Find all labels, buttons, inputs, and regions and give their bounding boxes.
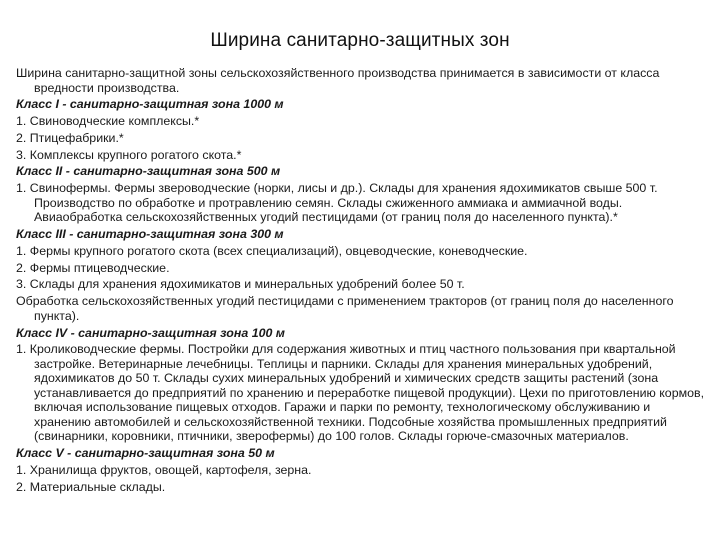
- class-heading: Класс V - санитарно-защитная зона 50 м: [16, 446, 275, 461]
- paragraph: Ширина санитарно-защитной зоны сельскохозяйственного производства принимается в зависимости от класса вредности производства.: [16, 66, 660, 95]
- paragraph: 1. Хранилища фруктов, овощей, картофеля, зерна.: [16, 462, 312, 477]
- paragraph: 1. Кролиководческие фермы. Постройки для содержания животных и птиц частного пользования при квартальной застройке. Ветеринарные лечебницы. Теплицы и парники. Склады для хранения минеральных удобрений, ядохимикатов до 50 т. Склады сухих минеральных удобрений и химических средств защиты растений (зона устанавливается до предприятий по хранению и переработке пищевой продукции). Цехи по приготовлению кормов, включая использование пищевых отходов. Гаражи и парки по ремонту, технологическому обслуживанию и хранению автомобилей и сельскохозяйственной техники. Подсобные хозяйства промышленных предприятий (свинарники, коровники, птичники, зверофермы) до 100 голов. Склады горюче-смазочных материалов.: [16, 342, 705, 444]
- page-title: Ширина санитарно-защитных зон: [210, 30, 510, 51]
- paragraph: 1. Свинофермы. Фермы звероводческие (норки, лисы и др.). Склады для хранения ядохимикатов свыше 500 т. Производство по обработке и протравлению семян. Склады сжиженного аммиака и аммиачной воды. Авиаобработка сельскохозяйственных угодий пестицидами (от границ поля до населенного пункта).*: [16, 181, 658, 225]
- class-heading: Класс IV - санитарно-защитная зона 100 м: [16, 325, 285, 340]
- paragraph: 2. Фермы птицеводческие.: [16, 260, 170, 275]
- class-heading: Класс II - санитарно-защитная зона 500 м: [16, 164, 281, 179]
- paragraph: Обработка сельскохозяйственных угодий пестицидами с применением тракторов (от границ поля до населенного пункта).: [16, 294, 674, 323]
- paragraph: 2. Птицефабрики.*: [16, 130, 124, 145]
- paragraph: 1. Фермы крупного рогатого скота (всех специализаций), овцеводческие, коневодческие.: [16, 243, 528, 258]
- class-heading: Класс III - санитарно-защитная зона 300 м: [16, 227, 284, 242]
- content-body: [16, 66, 710, 497]
- paragraph: 3. Комплексы крупного рогатого скота.*: [16, 147, 242, 162]
- paragraph: 2. Материальные склады.: [16, 479, 166, 494]
- class-heading: Класс I - санитарно-защитная зона 1000 м: [16, 97, 284, 112]
- paragraph: 3. Склады для хранения ядохимикатов и минеральных удобрений более 50 т.: [16, 277, 465, 292]
- paragraph: 1. Свиноводческие комплексы.*: [16, 114, 200, 129]
